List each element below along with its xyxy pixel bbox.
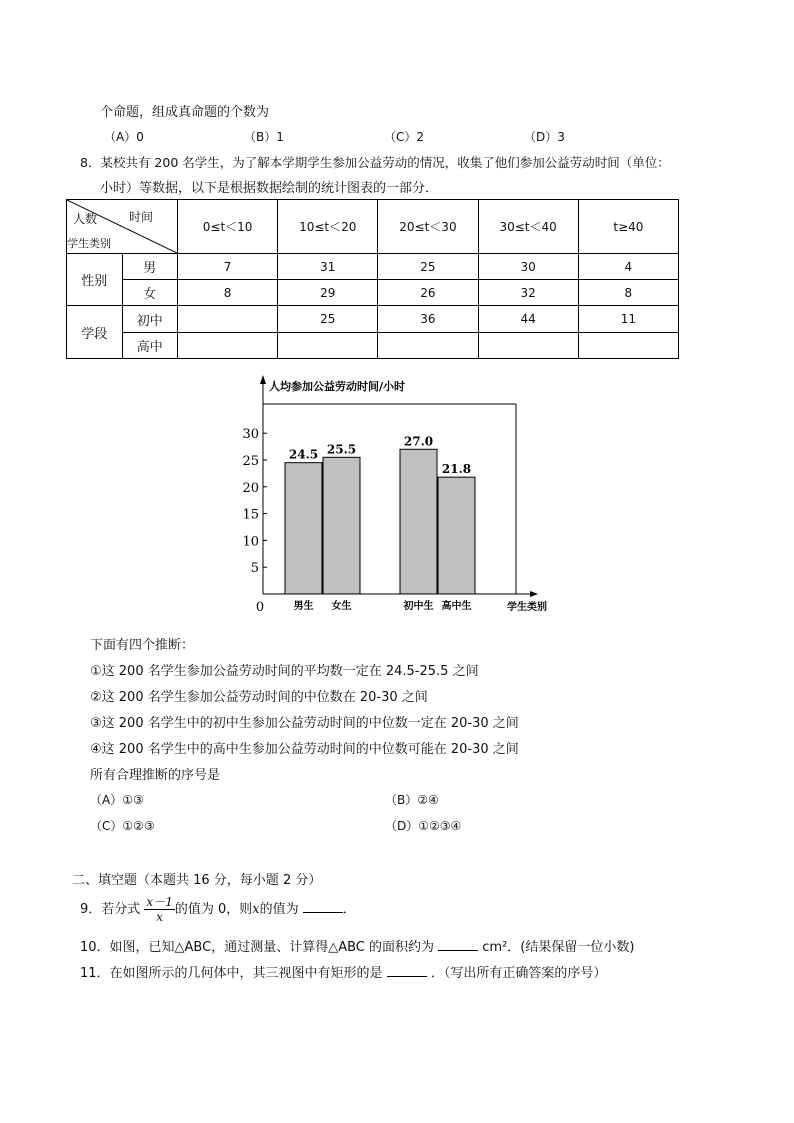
q8-option-a: （A）①③ (90, 793, 144, 807)
cell: 8 (578, 280, 678, 306)
cell: 31 (278, 254, 378, 280)
q10-suffix: cm²．(结果保留一位小数) (482, 940, 635, 955)
cell (178, 306, 278, 333)
cell: 4 (578, 254, 678, 280)
col-header-5: t≥40 (578, 200, 678, 254)
x-category-label: 高中生 (441, 601, 472, 612)
bar (400, 449, 437, 594)
bar-value-label: 25.5 (326, 442, 357, 457)
cell: 29 (278, 280, 378, 306)
inference-4: ④这 200 名学生中的高中生参加公益劳动时间的中位数可能在 20-30 之间 (90, 742, 519, 757)
q8-stem-line1: 8．某校共有 200 名学生，为了解本学期学生参加公益劳动的情况，收集了他们参加公益劳动时间（单位： (80, 155, 670, 170)
cell: 32 (478, 280, 578, 306)
x-category-label: 女生 (331, 601, 352, 612)
bar (323, 457, 360, 594)
cell: 7 (178, 254, 278, 280)
x-category-label: 初中生 (403, 601, 434, 612)
inference-3: ③这 200 名学生中的初中生参加公益劳动时间的中位数一定在 20-30 之间 (90, 716, 519, 731)
q8-option-b: （B）②④ (385, 793, 439, 807)
x-axis-arrow (530, 591, 538, 597)
y-tick-label: 5 (250, 561, 259, 577)
x-axis-label: 学生类别 (507, 602, 547, 613)
cell: 25 (278, 306, 378, 333)
header-category: 学生类别 (67, 237, 111, 250)
row-label-junior: 初中 (122, 306, 178, 333)
group-stage: 学段 (67, 306, 123, 359)
q8-ask: 所有合理推断的序号是 (90, 768, 221, 783)
cell: 30 (478, 254, 578, 280)
q8-option-c: （C）①②③ (90, 819, 155, 833)
q8-stem-line2: 小时）等数据，以下是根据数据绘制的统计图表的一部分． (100, 181, 439, 196)
cell: 26 (378, 280, 478, 306)
header-people: 人数 (73, 212, 98, 226)
table-corner-cell (67, 200, 178, 254)
q9-answer-blank[interactable] (303, 900, 343, 913)
cell: 36 (378, 306, 478, 333)
q7-option-a: （A）0 (104, 130, 144, 144)
y-tick-label: 25 (242, 454, 259, 469)
y-axis-arrow (260, 375, 266, 384)
q11-prefix: 11．在如图所示的几何体中，其三视图中有矩形的是 (80, 966, 383, 981)
cell: 25 (378, 254, 478, 280)
header-time: 时间 (129, 210, 154, 224)
bar-value-label: 27.0 (403, 434, 434, 449)
q9-mid: 的值为 0，则 (174, 902, 253, 917)
q9-denominator: x (156, 910, 164, 924)
q9-fraction (144, 895, 174, 924)
cell: 8 (178, 280, 278, 306)
bar-chart (235, 370, 565, 620)
q10-answer-blank[interactable] (438, 938, 478, 951)
origin-label: 0 (255, 600, 265, 615)
cell (478, 333, 578, 359)
col-header-1: 0≤t＜10 (178, 200, 278, 254)
q9-suffix: 的值为 (259, 902, 299, 917)
q10 (80, 936, 634, 955)
q9-prefix: 9．若分式 (80, 902, 141, 917)
q9-variable: x (252, 902, 260, 917)
y-tick-label: 10 (242, 534, 259, 550)
cell (178, 333, 278, 359)
table-row (67, 333, 679, 359)
q9-end: ． (342, 902, 356, 917)
bar (285, 463, 322, 594)
q7-stem-tail: 个命题，组成真命题的个数为 (100, 105, 270, 120)
q10-prefix: 10．如图，已知△ABC，通过测量、计算得△ABC 的面积约为 (80, 940, 434, 955)
group-gender: 性别 (67, 254, 123, 306)
q7-option-b: （B）1 (244, 130, 284, 144)
cell (578, 333, 678, 359)
table-row (67, 254, 679, 280)
q11-suffix: ．（写出所有正确答案的序号） (430, 966, 607, 981)
row-label-senior: 高中 (122, 333, 178, 359)
q7-option-c: （C）2 (384, 130, 425, 144)
col-header-4: 30≤t＜40 (478, 200, 578, 254)
y-tick-label: 20 (242, 480, 259, 496)
row-label-male: 男 (122, 254, 178, 280)
inference-2: ②这 200 名学生参加公益劳动时间的中位数在 20-30 之间 (90, 690, 428, 705)
inferences-intro: 下面有四个推断： (90, 638, 195, 653)
q9 (80, 893, 356, 927)
cell (278, 333, 378, 359)
bar-value-label: 24.5 (288, 447, 319, 462)
table-row (67, 306, 679, 333)
q7-option-d: （D）3 (524, 130, 565, 144)
col-header-3: 20≤t＜30 (378, 200, 478, 254)
bar (438, 477, 475, 594)
table-row (67, 280, 679, 306)
col-header-2: 10≤t＜20 (278, 200, 378, 254)
inference-1: ①这 200 名学生参加公益劳动时间的平均数一定在 24.5-25.5 之间 (90, 664, 479, 679)
bar-value-label: 21.8 (441, 462, 472, 477)
chart-title: 人均参加公益劳动时间/小时 (269, 380, 406, 393)
row-label-female: 女 (122, 280, 178, 306)
cell (378, 333, 478, 359)
cell: 44 (478, 306, 578, 333)
q11-answer-blank[interactable] (387, 964, 427, 977)
q8-option-d: （D）①②③④ (385, 819, 462, 833)
q11 (80, 962, 606, 981)
cell: 11 (578, 306, 678, 333)
y-tick-label: 15 (242, 507, 259, 523)
data-table (66, 199, 679, 359)
q9-numerator: x－1 (146, 895, 173, 909)
x-category-label: 男生 (293, 601, 314, 612)
y-tick-label: 30 (242, 427, 259, 443)
section-heading: 二、填空题（本题共 16 分，每小题 2 分） (72, 873, 322, 888)
